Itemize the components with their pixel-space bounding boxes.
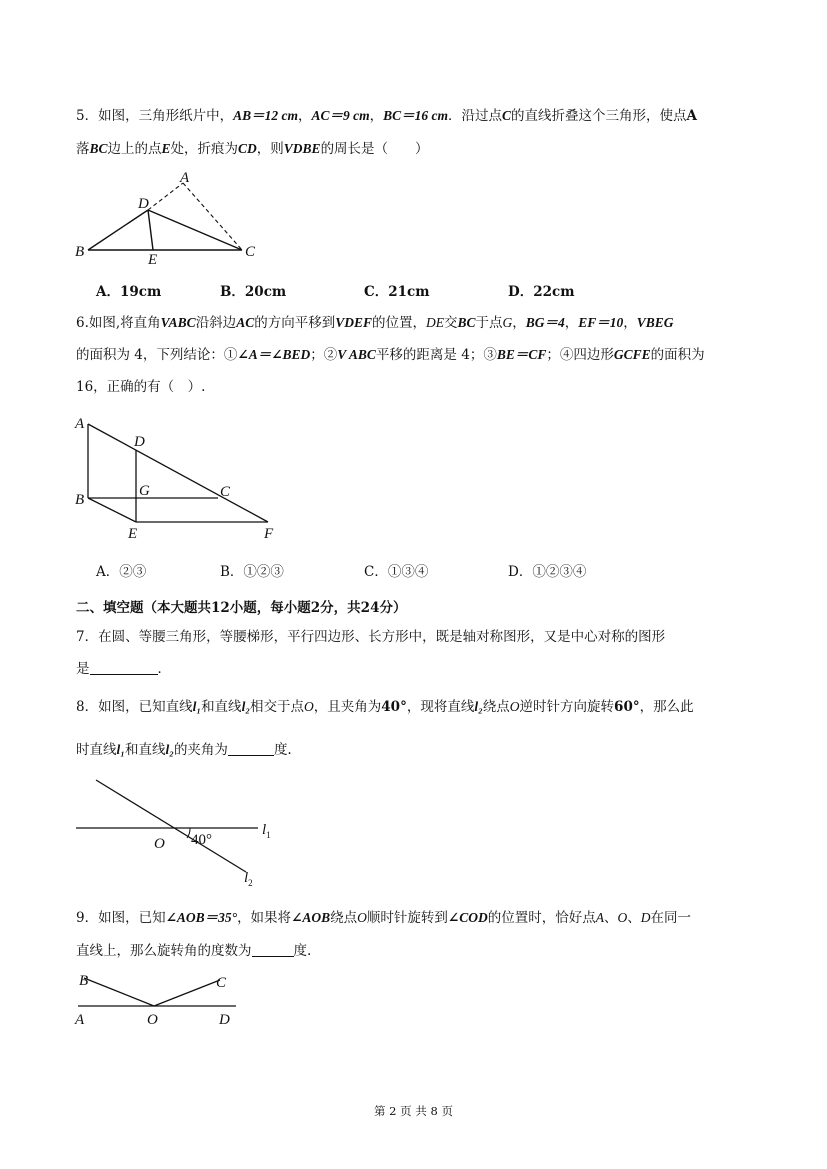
q6-text: 的方向平移到 [254,315,336,331]
q6-math: AC [236,315,255,330]
q6-text: ， [564,315,579,331]
q6-math: VBEG [636,315,674,330]
q9-math: ∠COD [447,910,488,925]
q6-math: EF＝10 [578,315,624,330]
q5-line-1 [76,106,697,126]
q6-text: 沿斜边 [195,315,237,331]
q5-math-a: A [686,108,698,124]
q6-option-a[interactable]: A．②③ [96,564,147,580]
section-heading-fill-in: 二、填空题（本大题共12小题，每小题2分，共24分） [76,600,407,616]
q8-text: 8．如图，已知直线 [76,699,193,715]
q5-label-b: B [75,244,85,260]
q6-label-d: D [134,434,145,450]
q5-math-bc: BC [89,141,108,156]
q6-line-1 [76,313,674,333]
q6-translation-figure [70,412,290,544]
q5-text: ， [297,108,312,124]
page-footer: 第 2 页 共 8 页 [374,1104,453,1118]
q8-math: l₁ [192,699,202,714]
q8-math: 40° [381,699,407,715]
q9-label-a: A [75,1012,85,1028]
q5-label-d: D [138,196,149,212]
q8-math: O [304,699,314,714]
q9-text: 在同一 [650,910,691,926]
q5-text: ， [369,108,384,124]
q5-option-b[interactable]: B．20cm [220,284,287,300]
q6-line-3: 16，正确的有（ ）. [76,379,206,395]
q6-math: DE [425,315,444,330]
q5-label-c: C [245,244,256,260]
q9-label-b: B [79,973,89,989]
q5-math-ab: AB＝12 cm [233,108,298,123]
q5-text: 5．如图，三角形纸片中， [76,108,234,124]
q5-text: 的周长是（ ） [320,141,429,157]
q8-math: l₂ [474,699,483,714]
q6-label-a: A [75,416,85,432]
q8-label-l1: $l_1$ [262,822,271,840]
q5-triangle-figure [70,166,270,270]
q8-line-1 [76,697,694,717]
q8-label-angle: 40° [191,832,212,848]
q9-label-o: O [147,1012,158,1028]
q9-label-d: D [219,1012,230,1028]
q6-text: ， [512,315,526,331]
q8-line-2 [76,740,292,760]
q5-math-ac: AC＝9 cm [311,108,370,123]
q8-text: 逆时针方向旋转 [519,699,615,715]
q8-math: O [509,699,520,714]
q8-text: 绕点 [482,699,510,715]
q8-answer-blank[interactable] [228,741,274,756]
q6-label-e: E [128,526,138,542]
q6-text: ；② [310,347,338,363]
q8-text: 相交于点 [250,699,305,715]
q8-math: l₂ [165,742,174,757]
q9-label-c: C [216,975,227,991]
q9-text: 的位置时，恰好点 [487,910,596,926]
q9-text: 绕点 [330,910,358,926]
q6-math: GCFE [613,347,651,362]
q6-text: ， [623,315,637,331]
q6-label-f: F [264,526,274,542]
q8-math: 60° [614,699,640,715]
q9-line-2 [76,941,311,961]
q8-math: l₁ [116,742,125,757]
q8-text: 和直线 [201,699,242,715]
q6-text: 交 [443,315,458,331]
q6-option-b[interactable]: B．①②③ [220,564,284,580]
q5-text: 落 [76,141,90,157]
q6-text: 的位置， [371,315,426,331]
q5-line-2 [76,139,429,159]
q5-text: 处，折痕为 [170,141,239,157]
q8-text: ，现将直线 [406,699,475,715]
q6-math: ∠A＝∠BED [237,347,311,362]
q6-math: G [502,315,513,330]
q5-option-d[interactable]: D．22cm [508,284,575,300]
q8-text: 度. [273,742,292,758]
q9-math: ∠AOB [291,910,331,925]
q6-math: BE＝CF [496,347,547,362]
q8-math: l₂ [241,699,251,714]
q9-answer-blank[interactable] [252,942,294,957]
q5-label-a: A [180,170,190,186]
q6-option-c[interactable]: C．①③④ [364,564,429,580]
q8-lines-figure [70,776,290,892]
q6-text: ；④四边形 [546,347,614,363]
q8-text: ，且夹角为 [313,699,382,715]
q6-text: 平移的距离是 4；③ [375,347,497,363]
q6-option-d[interactable]: D．①②③④ [508,564,587,580]
q9-text: 直线上，那么旋转角的度数为 [76,943,252,959]
q5-label-e: E [148,252,158,268]
q5-text: 的直线折叠这个三角形，使点 [511,108,687,124]
q8-label-l2: $l_2$ [244,870,253,888]
q7-answer-blank[interactable] [90,660,158,675]
q9-math: O [357,910,367,925]
q5-option-a[interactable]: A．19cm [96,284,162,300]
q5-math-e: E [161,141,171,156]
q7-line-1: 7．在圆、等腰三角形，等腰梯形，平行四边形、长方形中，既是轴对称图形，又是中心对称的图形 [76,629,666,645]
q5-math-c: C [502,108,512,123]
q6-label-b: B [75,492,85,508]
q9-text: 、 [603,910,618,926]
q6-math: VDEF [335,315,372,330]
q6-label-g: G [139,483,150,499]
q6-math: BG＝4 [525,315,565,330]
q8-text: 时直线 [76,742,117,758]
q9-math: ∠AOB＝35° [165,910,238,925]
q9-line-1 [76,908,691,928]
q6-math: BC [457,315,476,330]
q8-text: 的夹角为 [173,742,228,758]
q7-line-2 [76,659,171,679]
q6-math: VABC [160,315,196,330]
q5-text: 边上的点 [107,141,162,157]
q6-math: V ABC [337,347,376,362]
q6-label-c: C [220,484,231,500]
q6-text: 的面积为 [650,347,705,363]
q9-math: D [640,910,651,925]
q6-text: 于点 [475,315,503,331]
q9-text: ，如果将 [237,910,292,926]
q6-line-2 [76,345,705,365]
q5-math-cd: CD [238,141,257,156]
q8-label-o: O [154,836,165,852]
q9-math: O [617,910,628,925]
q9-text: 度. [293,943,312,959]
q5-option-c[interactable]: C．21cm [364,284,430,300]
q5-math-dbe: VDBE [283,141,321,156]
q6-text: 的面积为 4，下列结论：① [76,347,238,363]
q9-text: 、 [627,910,641,926]
q7-text: 是 [76,661,90,677]
q5-math-bc: BC＝16 cm [383,108,449,123]
q5-text: ，则 [256,141,284,157]
q8-text: 和直线 [124,742,166,758]
q9-text: 顺时针旋转到 [366,910,448,926]
q9-math: A [595,910,604,925]
q8-text: ，那么此 [639,699,694,715]
q5-text: ．沿过点 [448,108,503,124]
q9-angle-figure [70,966,250,1032]
q7-text: ． [157,661,171,677]
q6-text: 6.如图,将直角 [76,315,161,331]
q9-text: 9．如图，已知 [76,910,166,926]
